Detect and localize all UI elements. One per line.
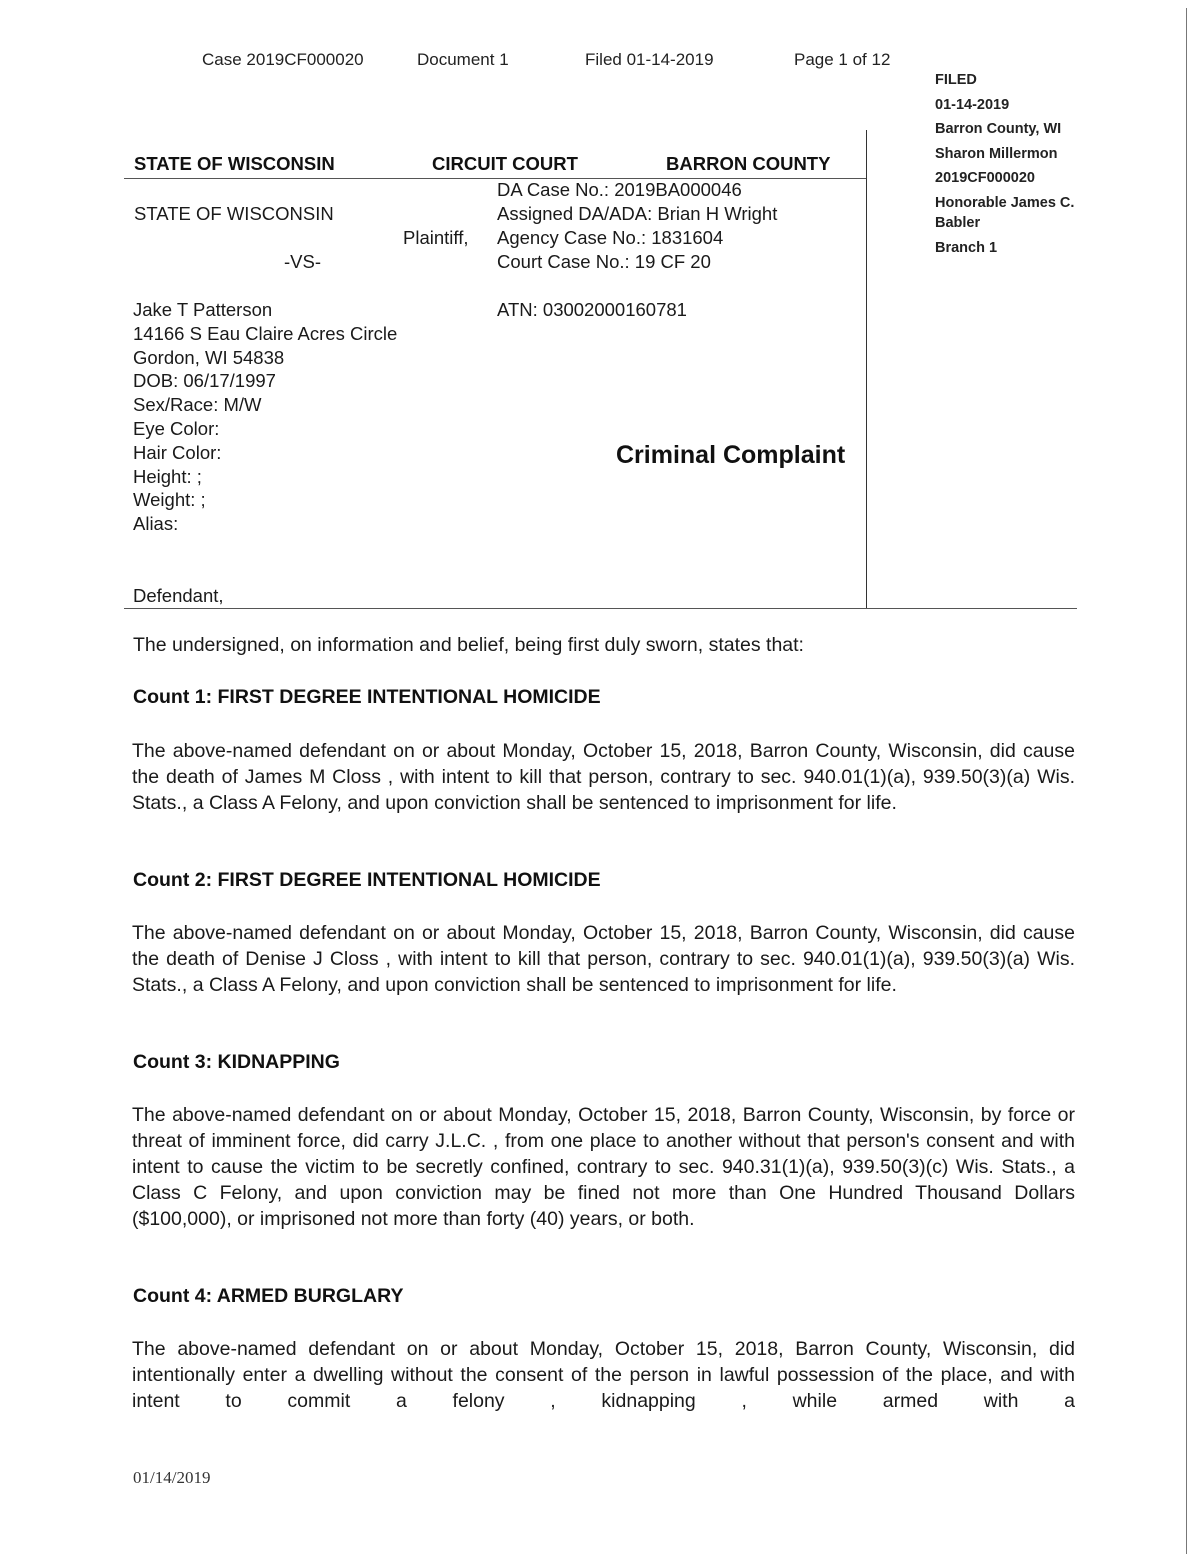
caption-court: CIRCUIT COURT xyxy=(432,153,578,174)
footer-date: 01/14/2019 xyxy=(133,1468,211,1487)
defendant-address-line1: 14166 S Eau Claire Acres Circle xyxy=(133,322,398,344)
count-2-heading: Count 2: FIRST DEGREE INTENTIONAL HOMICIDE xyxy=(133,869,601,891)
count-3-text: The above-named defendant on or about Monday, October 15, 2018, Barron County, Wisconsin, by force or threat of imminent force, did carry J.L.C. , from one place to another without that person's consent and with intent to cause the victim to be secretly confined, contrary to sec. 940.31(1)(a), 939.50(3)(c) Wis. Stats., a Class C Felony, and upon conviction may be fined not more than One Hundred Thousand Dollars ($100,000), or imprisoned not more than forty (40) years, or both. xyxy=(132,1104,1075,1230)
count-3-heading: Count 3: KIDNAPPING xyxy=(133,1051,340,1073)
caption-bottom-divider xyxy=(124,608,1077,609)
filing-judge: Honorable James C. Babler xyxy=(935,194,1075,231)
defendant-eye-color: Eye Color: xyxy=(133,417,220,439)
count-4-heading: Count 4: ARMED BURGLARY xyxy=(133,1285,404,1307)
agency-case-number: Agency Case No.: 1831604 xyxy=(497,227,724,248)
da-case-number: DA Case No.: 2019BA000046 xyxy=(497,179,742,200)
filing-date: 01-14-2019 xyxy=(935,96,1010,113)
caption-state: STATE OF WISCONSIN xyxy=(134,153,335,174)
document-title: Criminal Complaint xyxy=(616,441,846,469)
plaintiff-name: STATE OF WISCONSIN xyxy=(134,203,334,224)
court-case-number: Court Case No.: 19 CF 20 xyxy=(497,251,711,272)
filing-branch: Branch 1 xyxy=(935,239,998,256)
header-case-number: Case 2019CF000020 xyxy=(202,50,364,69)
atn-number: ATN: 03002000160781 xyxy=(497,299,687,320)
intro-statement: The undersigned, on information and belief, being first duly sworn, states that: xyxy=(133,634,804,656)
defendant-address-line2: Gordon, WI 54838 xyxy=(133,346,285,368)
count-4-text: The above-named defendant on or about Monday, October 15, 2018, Barron County, Wisconsin, did intentionally enter a dwelling without the consent of the person in lawful possession of the place, and with intent to commit a felony , kidnapping , while armed with a xyxy=(132,1338,1075,1412)
defendant-sex-race: Sex/Race: M/W xyxy=(133,394,262,416)
defendant-details xyxy=(133,298,397,536)
filing-clerk: Sharon Millermon xyxy=(935,145,1058,162)
defendant-height: Height: ; xyxy=(133,465,202,487)
caption-divider xyxy=(124,178,866,179)
plaintiff-label: Plaintiff, xyxy=(403,227,469,248)
filing-stamp xyxy=(935,68,1115,260)
defendant-hair-color: Hair Color: xyxy=(133,441,222,463)
defendant-dob: DOB: 06/17/1997 xyxy=(133,370,276,392)
header-document-number: Document 1 xyxy=(417,50,509,69)
filing-county: Barron County, WI xyxy=(935,121,1062,137)
assigned-da: Assigned DA/ADA: Brian H Wright xyxy=(497,203,778,224)
versus-label: -VS- xyxy=(284,251,321,272)
caption-vertical-divider xyxy=(866,130,867,608)
defendant-alias: Alias: xyxy=(133,513,179,535)
filing-case-number: 2019CF000020 xyxy=(935,170,1035,186)
defendant-label: Defendant, xyxy=(133,585,224,606)
header-page-number: Page 1 of 12 xyxy=(794,50,891,69)
page-edge-line xyxy=(1186,8,1187,1554)
count-2-text: The above-named defendant on or about Monday, October 15, 2018, Barron County, Wisconsin, did cause the death of Denise J Closs , with intent to kill that person, contrary to sec. 940.01(1)(a), 939.50(3)(a) Wis. Stats., a Class A Felony, and upon conviction shall be sentenced to imprisonment for life. xyxy=(132,922,1075,996)
count-1-text: The above-named defendant on or about Monday, October 15, 2018, Barron County, Wisconsin, did cause the death of James M Closs , with intent to kill that person, contrary to sec. 940.01(1)(a), 939.50(3)(a) Wis. Stats., a Class A Felony, and upon conviction shall be sentenced to imprisonment for life. xyxy=(132,740,1075,814)
header-filed-date: Filed 01-14-2019 xyxy=(585,50,714,69)
defendant-name: Jake T Patterson xyxy=(133,299,273,320)
count-1-heading: Count 1: FIRST DEGREE INTENTIONAL HOMICIDE xyxy=(133,686,601,708)
caption-county: BARRON COUNTY xyxy=(666,153,831,174)
defendant-weight: Weight: ; xyxy=(133,489,206,511)
filing-status: FILED xyxy=(935,72,977,88)
